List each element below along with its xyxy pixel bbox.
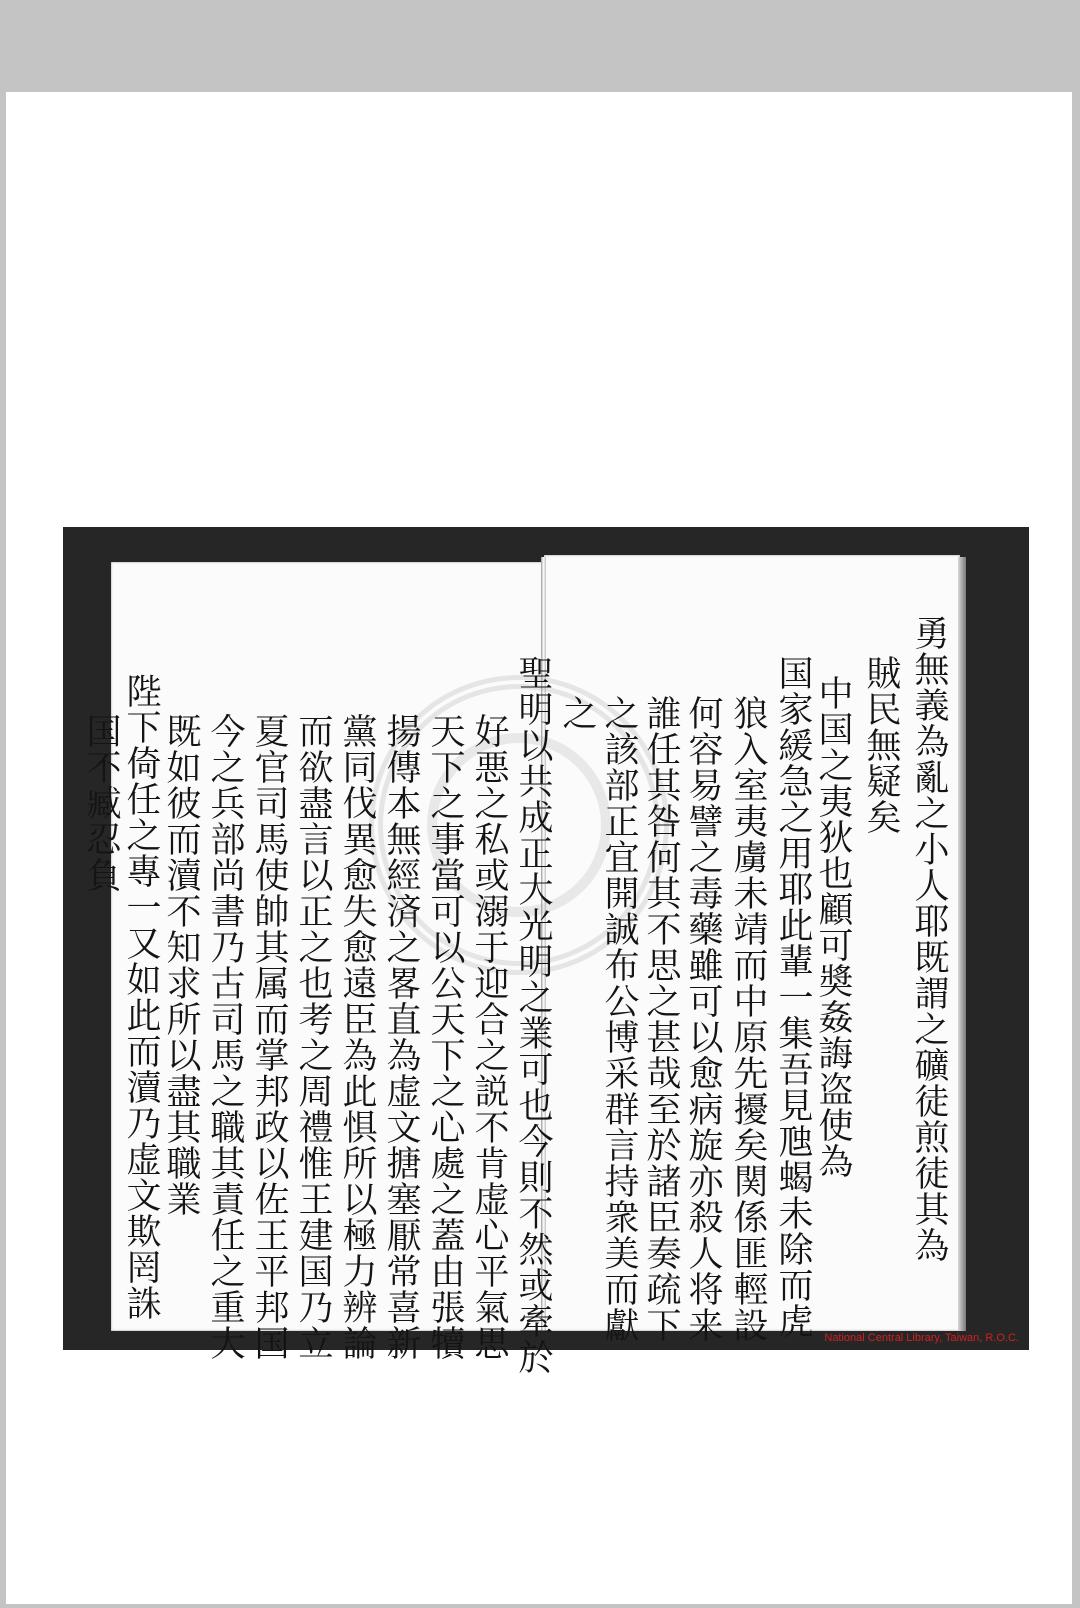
document-sheet: [6, 92, 1072, 1604]
text-column: 天下之事當可以公天下之心處之蓋由張犢: [425, 713, 465, 1361]
text-column: 誰任其咎何其不思之甚哉至於諸臣奏疏下: [641, 695, 681, 1343]
text-column: 国不臧忍負: [81, 713, 121, 893]
text-column: 賊民無疑矣: [861, 655, 901, 835]
text-column: 既如彼而瀆不知求所以盡其職業: [161, 713, 201, 1217]
text-column: 何容易譬之毒藥雖可以愈病旋亦殺人将来: [683, 695, 723, 1343]
text-column: 聖明以共成正大光明之業可也今則不然或牽於: [513, 655, 553, 1375]
text-column: 好悪之私或溺于迎合之説不肯虚心平氣思: [469, 713, 509, 1361]
scanned-book-spread: [63, 527, 1029, 1375]
text-column: 勇無義為亂之小人耶既謂之礦徒煎徒其為: [909, 615, 949, 1263]
text-column: 之: [557, 695, 597, 731]
text-column: 陛下倚任之專一又如此而瀆乃虚文欺罔誅: [121, 673, 161, 1321]
page-edge: [958, 557, 966, 1331]
text-column: 国家緩急之用耶此輩一集吾見虺蝎未除而虎: [773, 655, 813, 1339]
text-column: 揚傳本無經済之畧直為虚文搪塞厭常喜新: [381, 713, 421, 1361]
text-column: 黨同伐異愈失愈遠臣為此惧所以極力辨論: [337, 713, 377, 1361]
text-column: 狼入室夷虜未靖而中原先擾矣関係匪輕設: [728, 695, 768, 1343]
library-watermark: National Central Library, Taiwan, R.O.C.: [824, 1332, 1019, 1344]
text-column: 中国之夷狄也顧可奬姦誨盗使為: [813, 675, 853, 1179]
text-column: 而欲盡言以正之也考之周禮惟王建国乃立: [293, 713, 333, 1361]
text-column: 今之兵部尚書乃古司馬之職其責任之重大: [205, 713, 245, 1361]
text-column: 之該部正宜開誠布公博采群言持衆美而獻: [599, 695, 639, 1343]
text-column: 夏官司馬使帥其属而掌邦政以佐王平邦国: [249, 713, 289, 1361]
